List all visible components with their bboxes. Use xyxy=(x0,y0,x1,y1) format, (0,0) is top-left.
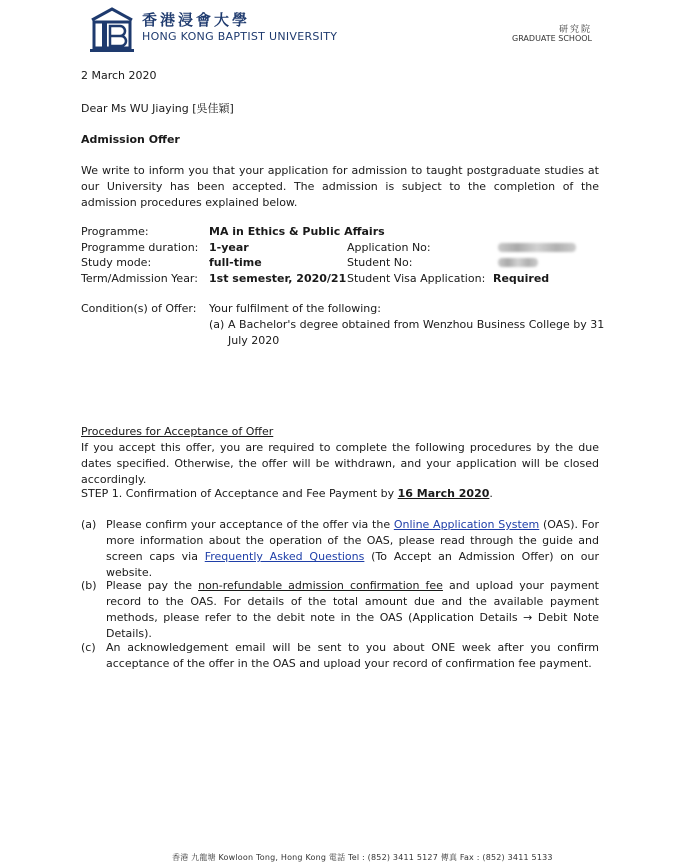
confirmation-fee-text: non-refundable admission confirmation fee xyxy=(198,579,443,592)
item-a-text-part2: (OAS). For more information about the operation of the OAS, please read through the guide and screen caps via xyxy=(106,518,599,563)
condition-item-line1: A Bachelor's degree obtained from Wenzhou Business College by 31 xyxy=(228,318,605,331)
letter-date: 2 March 2020 xyxy=(81,69,157,82)
item-b-text xyxy=(106,578,599,642)
application-no-redacted xyxy=(498,243,576,252)
application-no-label: Application No: xyxy=(347,241,431,254)
procedures-intro: If you accept this offer, you are required to complete the following procedures by the due dates specified. Otherwise, the offer will be withdrawn, and your application will be closed accordingly. xyxy=(81,441,599,486)
visa-value: Required xyxy=(493,272,550,285)
student-no-label: Student No: xyxy=(347,256,413,269)
duration-value: 1-year xyxy=(209,241,249,254)
letter-subject: Admission Offer xyxy=(81,133,180,146)
item-b-letter: (b) xyxy=(81,579,97,592)
footer-address: 香港 九龍塘 Kowloon Tong, Hong Kong 電話 Tel : (852) 3411 5127 傳真 Fax : (852) 3411 5133 xyxy=(172,853,553,862)
step1-text: STEP 1. Confirmation of Acceptance and Fee Payment by xyxy=(81,487,398,500)
university-name-en: HONG KONG BAPTIST UNIVERSITY xyxy=(142,30,338,43)
item-b-text-part2: and upload your payment record to the OAS. For details of the total amount due and the available payment methods, please refer to the debit note in the OAS (Application Details → Debit Note Details). xyxy=(106,579,599,640)
intro-paragraph: We write to inform you that your application for admission to taught postgraduate studies at our University has been accepted. The admission is subject to the completion of the admission procedures explained below. xyxy=(81,164,599,209)
programme-value: MA in Ethics & Public Affairs xyxy=(209,225,385,238)
term-label: Term/Admission Year: xyxy=(81,272,198,285)
faq-link[interactable]: Frequently Asked Questions xyxy=(204,550,365,563)
item-c-letter: (c) xyxy=(81,641,96,654)
mode-value: full-time xyxy=(209,256,262,269)
item-a-text-part3: (To Accept an Admission Offer) on our website. xyxy=(106,550,599,579)
step1-end: . xyxy=(489,487,493,500)
item-a-letter: (a) xyxy=(81,518,97,531)
hkbu-logo-icon xyxy=(88,6,136,54)
term-value: 1st semester, 2020/21 xyxy=(209,272,347,285)
condition-item-letter: (a) xyxy=(209,318,225,331)
duration-label: Programme duration: xyxy=(81,241,199,254)
programme-label: Programme: xyxy=(81,225,149,238)
graduate-school-zh: 研究院 xyxy=(558,25,592,35)
salutation: Dear Ms WU Jiaying [吳佳穎] xyxy=(81,102,234,115)
step1-deadline: 16 March 2020 xyxy=(397,487,490,500)
conditions-label: Condition(s) of Offer: xyxy=(81,302,197,315)
graduate-school-en: GRADUATE SCHOOL xyxy=(512,34,592,43)
item-c-text: An acknowledgement email will be sent to you about ONE week after you confirm acceptance of the offer in the OAS and upload your record of confirmation fee payment. xyxy=(106,641,599,670)
item-b-text-part1: Please pay the xyxy=(106,579,199,592)
procedures-heading: Procedures for Acceptance of Offer xyxy=(81,425,274,438)
university-name-zh: 香港浸會大學 xyxy=(142,11,251,29)
online-application-system-link[interactable]: Online Application System xyxy=(393,518,540,531)
conditions-intro: Your fulfilment of the following: xyxy=(209,302,381,315)
item-a-text xyxy=(106,517,599,581)
mode-label: Study mode: xyxy=(81,256,152,269)
visa-label: Student Visa Application: xyxy=(347,272,486,285)
step1-line xyxy=(81,486,493,502)
item-a-text-part1: Please confirm your acceptance of the offer via the xyxy=(106,518,394,531)
condition-item-line2: July 2020 xyxy=(228,334,280,347)
student-no-redacted xyxy=(498,258,538,267)
